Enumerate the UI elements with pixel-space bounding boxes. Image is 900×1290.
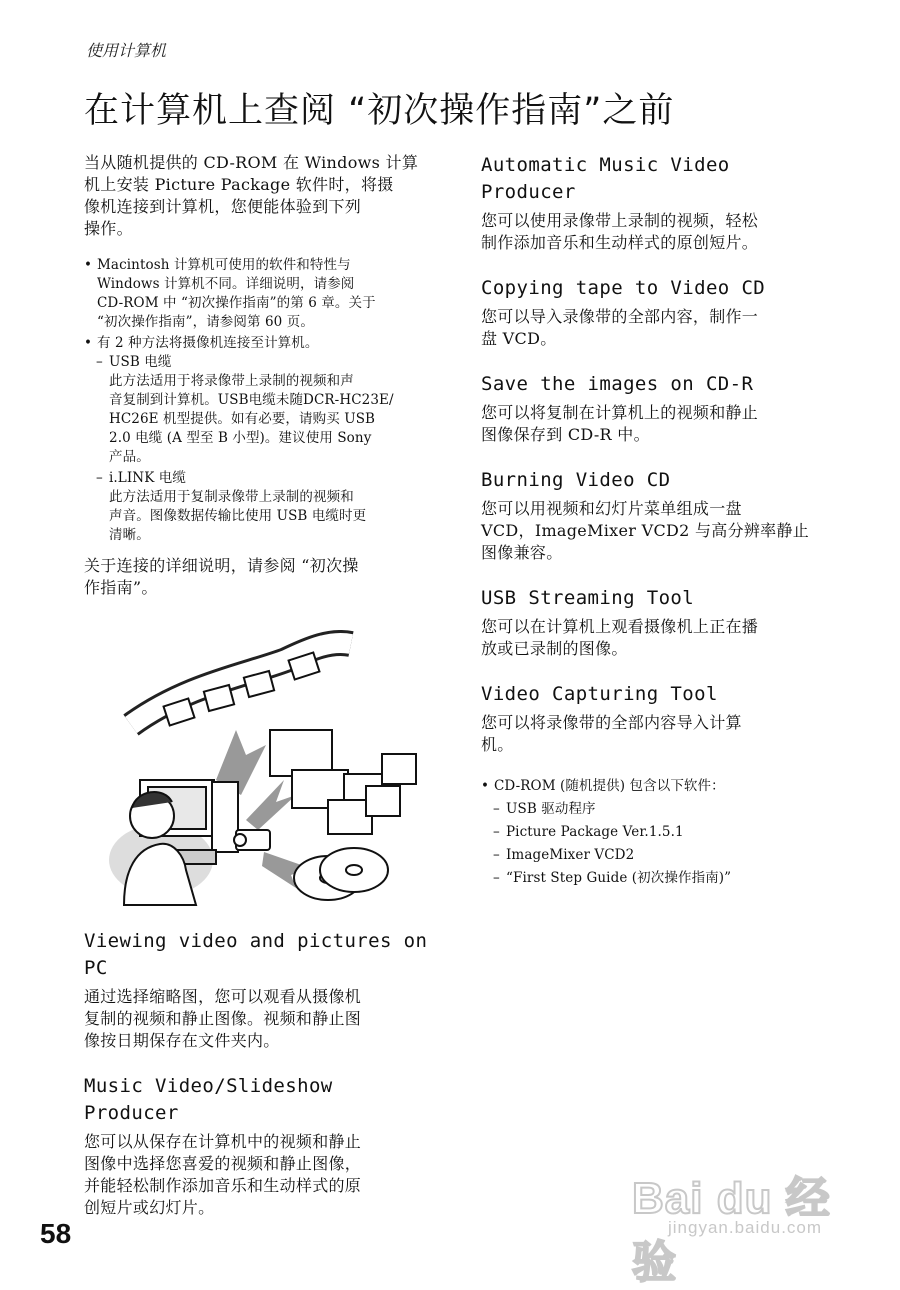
cd-disc-icon: [294, 848, 388, 900]
feature-heading: Save the images on CD-R: [481, 373, 754, 395]
usb-cable-title: – USB 电缆: [96, 353, 436, 372]
software-item: – USB 驱动程序: [493, 800, 833, 819]
feature-copying-tape: [481, 275, 833, 350]
software-item: – Picture Package Ver.1.5.1: [493, 823, 833, 842]
ilink-cable-title: – i.LINK 电缆: [96, 469, 436, 488]
intro-paragraph: 当从随机提供的 CD-ROM 在 Windows 计算 机上安装 Picture Package 软件时，将摄 像机连接到计算机，您便能体验到下列 操作。: [84, 153, 419, 238]
page-number: 58: [40, 1218, 72, 1249]
section-label: 使用计算机: [86, 41, 167, 60]
feature-video-capturing: [481, 681, 833, 756]
feature-text: 您可以将录像带的全部内容导入计算 机。: [481, 713, 742, 754]
left-column: [84, 152, 436, 599]
feature-viewing-video: [84, 928, 436, 1052]
right-column: [481, 152, 833, 888]
feature-heading: Music Video/Slideshow Producer: [84, 1075, 333, 1124]
feature-heading: Automatic Music Video Producer: [481, 154, 730, 203]
feature-text: 您可以使用录像带上录制的视频，轻松 制作添加音乐和生动样式的原创短片。: [481, 211, 759, 252]
feature-text: 通过选择缩略图，您可以观看从摄像机 复制的视频和静止图像。视频和静止图 像按日期保存在文件夹内。: [84, 987, 362, 1050]
feature-music-video-producer: [84, 1073, 436, 1219]
computer-illustration: [96, 630, 436, 910]
computer-icon: [109, 780, 238, 905]
watermark-url: jingyan.baidu.com: [668, 1218, 823, 1237]
software-item: – “First Step Guide (初次操作指南)”: [493, 869, 833, 888]
feature-usb-streaming: [481, 585, 833, 660]
feature-burning-video-cd: [481, 467, 833, 564]
feature-automatic-music-video: [481, 152, 833, 254]
feature-save-images: [481, 371, 833, 446]
note-connection-methods: • 有 2 种方法将摄像机连接至计算机。: [84, 334, 436, 353]
watermark-logo: Bai du 经验: [632, 1174, 831, 1287]
feature-text: 您可以将复制在计算机上的视频和静止 图像保存到 CD-R 中。: [481, 403, 759, 444]
feature-heading: Viewing video and pictures on PC: [84, 930, 428, 979]
feature-heading: Copying tape to Video CD: [481, 277, 766, 299]
page-title: 在计算机上查阅 “初次操作指南”之前: [84, 91, 675, 132]
note-macintosh: • Macintosh 计算机可使用的软件和特性与 Windows 计算机不同。详细说明，请参阅 CD-ROM 中 “初次操作指南”的第 6 章。关于 “初次操作指南”，请参阅第 60 页。: [84, 256, 436, 332]
feature-text: 您可以从保存在计算机中的视频和静止 图像中选择您喜爱的视频和静止图像， 并能轻松制作添加音乐和生动样式的原 创短片或幻灯片。: [84, 1132, 362, 1217]
feature-text: 您可以用视频和幻灯片菜单组成一盘 VCD，ImageMixer VCD2 与高分辨率静止 图像兼容。: [481, 499, 810, 562]
watermark: [624, 1148, 874, 1287]
feature-heading: Video Capturing Tool: [481, 683, 718, 705]
reference-paragraph: 关于连接的详细说明，请参阅 “初次操 作指南”。: [84, 556, 359, 597]
photo-thumbnails-icon: [270, 730, 416, 834]
left-features: [84, 928, 436, 1240]
cdrom-note: • CD-ROM (随机提供) 包含以下软件：: [481, 777, 833, 796]
camcorder-icon: [234, 830, 270, 850]
feature-text: 您可以导入录像带的全部内容，制作一 盘 VCD。: [481, 307, 759, 348]
film-strip-icon: [131, 643, 351, 726]
feature-text: 您可以在计算机上观看摄像机上正在播 放或已录制的图像。: [481, 617, 759, 658]
feature-heading: Burning Video CD: [481, 469, 671, 491]
usb-cable-text: 此方法适用于将录像带上录制的视频和声 音复制到计算机。USB电缆未随DCR-HC23E/ HC26E 机型提供。如有必要，请购买 USB 2.0 电缆 (A 型至 B 小型)。建议使用 Sony 产品。: [109, 373, 394, 465]
software-item: – ImageMixer VCD2: [493, 846, 833, 865]
feature-heading: USB Streaming Tool: [481, 587, 695, 609]
ilink-cable-text: 此方法适用于复制录像带上录制的视频和 声音。图像数据传输比使用 USB 电缆时更 清晰。: [109, 489, 367, 543]
